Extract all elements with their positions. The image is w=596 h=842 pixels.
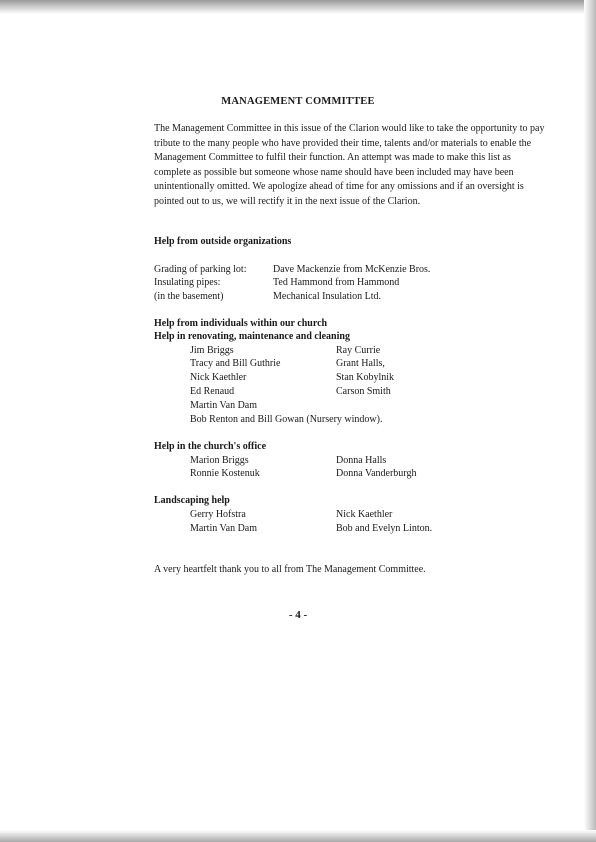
outside-row-label: (in the basement) [154,291,224,302]
page-number: - 4 - [288,609,308,621]
landscaping-volunteer-name: Bob and Evelyn Linton. [336,523,433,534]
intro-paragraph: The Management Committee in this issue of the Clarion would like to take the opportunity to pay tribute to the many people who have provided their time, talents and/or materials to enable the Management Committee to fulfil their function. An attempt was made to make this list as complete as possible but someone whose name should have been included may have been unintentionally omitted. We apologize ahead of time for any omissions and if an oversight is pointed out to us, we will rectify it in the next issue of the Clarion. [154,123,545,207]
individuals-heading: Help from individuals within our church [154,318,328,329]
outside-row-value: Mechanical Insulation Ltd. [273,291,382,302]
landscaping-volunteer-name: Nick Kaethler [336,509,393,520]
office-volunteer-name: Donna Vanderburgh [336,468,417,479]
volunteer-name: Grant Halls, [336,358,385,369]
office-volunteer-name: Donna Halls [336,455,387,466]
volunteer-name: Tracy and Bill Guthrie [190,358,281,369]
volunteer-name: Jim Briggs [190,345,234,356]
outside-row-value: Ted Hammond from Hammond [273,277,400,288]
office-volunteer-name: Marion Briggs [190,455,249,466]
landscaping-volunteer-name: Gerry Hofstra [190,509,246,520]
thank-you-note: A very heartfelt thank you to all from The Management Committee. [154,564,426,575]
volunteer-name: Ed Renaud [190,386,235,397]
renovating-subheading: Help in renovating, maintenance and cleaning [154,331,350,342]
volunteer-name: Bob Renton and Bill Gowan (Nursery window). [190,414,383,425]
volunteer-name: Ray Currie [336,345,381,356]
volunteer-name: Nick Kaethler [190,372,247,383]
landscaping-volunteer-name: Martin Van Dam [190,523,258,534]
outside-row-value: Dave Mackenzie from McKenzie Bros. [273,264,431,275]
outside-row-label: Insulating pipes: [154,277,221,288]
office-heading: Help in the church's office [154,441,267,452]
volunteer-name: Stan Kobylnik [336,372,395,383]
landscaping-heading: Landscaping help [154,495,230,506]
outside-organizations-heading: Help from outside organizations [154,236,292,247]
volunteer-name: Carson Smith [336,386,391,397]
volunteer-name: Martin Van Dam [190,400,258,411]
office-volunteer-name: Ronnie Kostenuk [190,468,260,479]
page-title: MANAGEMENT COMMITTEE [221,96,375,107]
outside-row-label: Grading of parking lot: [154,264,247,275]
